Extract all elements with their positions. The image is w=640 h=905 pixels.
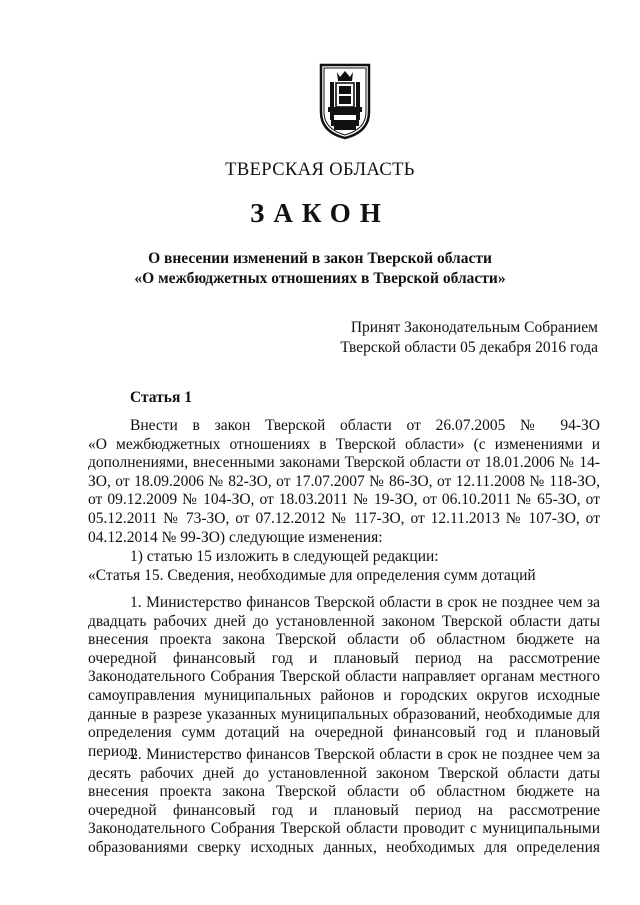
text-line: период. [88,742,139,760]
text-line: данные в разрезе указанных муниципальных образований, необходимые для [88,705,600,723]
text-line: определения сумм дотаций на очередной финансовый год и плановый [88,724,600,742]
text-line: образованиями сверку исходных данных, необходимых для определения [88,838,600,856]
text-line: Внести в закон Тверской области от 26.07.2005 № 94-ЗО [130,417,600,434]
text-line: «О межбюджетных отношениях в Тверской области» (с изменениями и [88,435,600,453]
intro-paragraph [88,417,600,547]
tver-coat-of-arms-icon [318,62,372,140]
text-line: внесения проекта закона Тверской области об областном бюджете на [88,783,600,801]
region-name: ТВЕРСКАЯ ОБЛАСТЬ [225,160,415,180]
text-line: десять рабочих дней до установленной законом Тверской области даты [88,764,600,782]
paragraph-1 [88,594,600,761]
text-line: 2. Министерство финансов Тверской области в срок не позднее чем за [130,746,600,763]
law-title: ЗАКОН [250,198,390,228]
text-line: двадцать рабочих дней до установленной законом Тверской области даты [88,612,600,630]
text-line: Законодательного Собрания Тверской области проводит с муниципальными [88,820,600,838]
text-line: ЗО, от 18.09.2006 № 82-ЗО, от 17.07.2007 № 86-ЗО, от 12.11.2008 № 118-ЗО, [88,472,600,490]
text-line: самоуправления муниципальных районов и городских округов исходные [88,686,600,704]
text-line: от 09.12.2009 № 104-ЗО, от 18.03.2011 № 19-ЗО, от 06.10.2011 № 65-ЗО, от [88,491,600,509]
paragraph-2 [88,746,600,858]
text-line: 05.12.2011 № 73-ЗО, от 07.12.2012 № 117-ЗО, от 12.11.2013 № 107-ЗО, от [88,509,600,527]
text-line: Законодательного Собрания Тверской области направляет органам местного [88,668,600,686]
amendment-item [88,548,600,585]
text-line: «Статья 15. Сведения, необходимые для определения сумм дотаций [88,566,536,584]
text-line: 1) статью 15 изложить в следующей редакции: [130,548,439,565]
adoption-line: Тверской области 05 декабря 2016 года [340,339,598,356]
text-line: 1. Министерство финансов Тверской области в срок не позднее чем за [130,594,600,611]
law-subtitle [0,249,640,289]
article-heading: Статья 1 [130,389,192,406]
subtitle-line: «О межбюджетных отношениях в Тверской области» [134,270,506,287]
text-line: очередной финансовый год и плановый период на рассмотрение [88,649,600,667]
subtitle-line: О внесении изменений в закон Тверской области [148,250,492,267]
text-line: дополнениями, внесенными законами Тверской области от 18.01.2006 № 14- [88,454,600,472]
text-line: очередной финансовый год и плановый период на рассмотрение [88,801,600,819]
text-line: внесения проекта закона Тверской области об областном бюджете на [88,631,600,649]
adoption-note [340,318,598,358]
text-line: 04.12.2014 № 99-ЗО) следующие изменения: [88,528,383,546]
adoption-line: Принят Законодательным Собранием [350,319,598,336]
